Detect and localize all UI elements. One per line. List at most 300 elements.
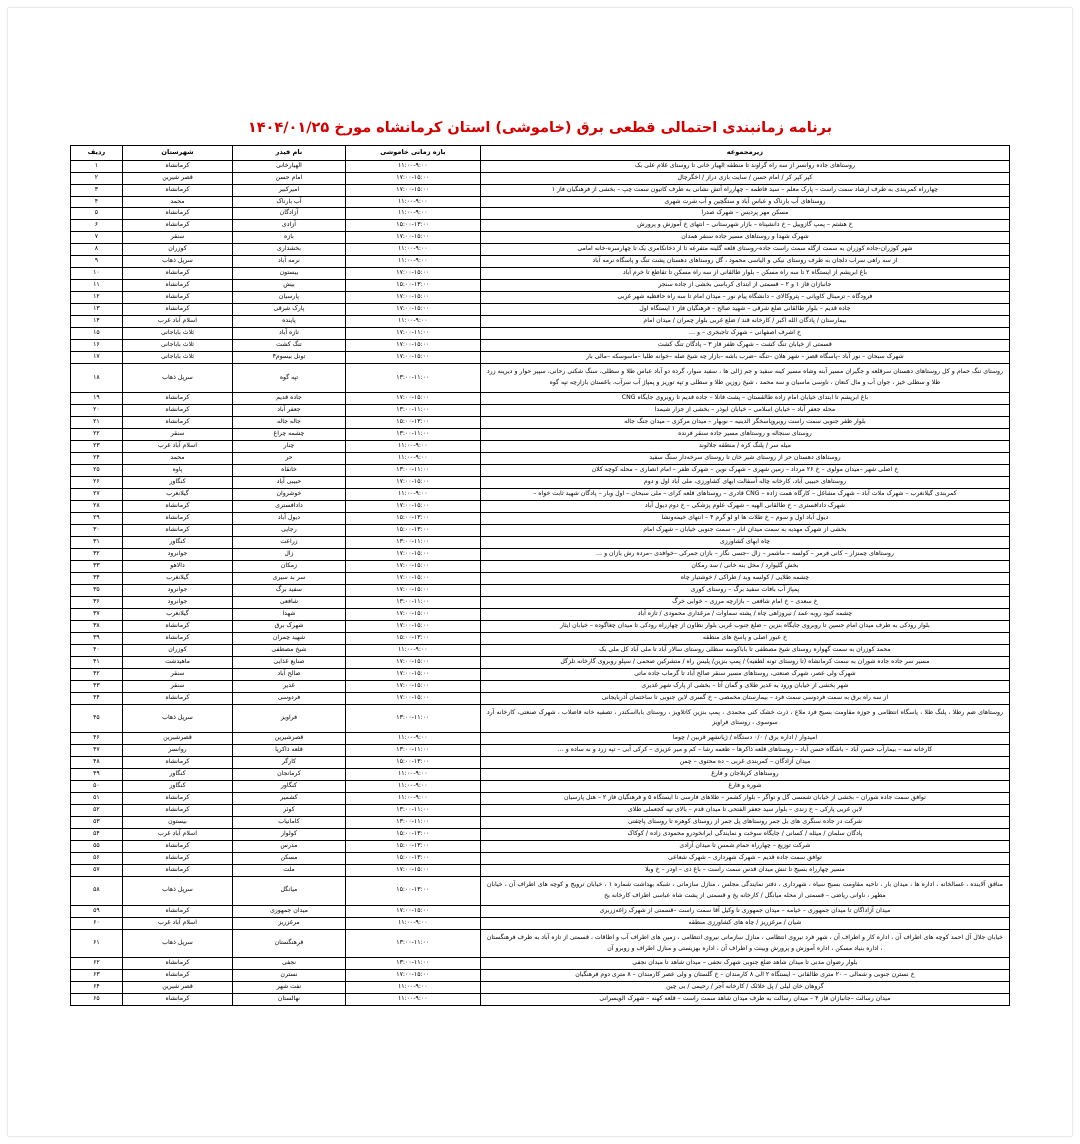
table-row	[71, 958, 1010, 970]
cell-feeder-name: جاده قدیم	[233, 392, 346, 404]
cell-zirmajmoe: بلوار رضوان مدنی تا میدان شاهد ضلع جنوبی شهرک نجفی – میدان شاهد تا میدان نجفی	[480, 958, 1009, 970]
cell-time-range: ۱۳:۰۰-۱۱:۰۰	[345, 745, 480, 757]
cell-time-range: ۱۱:۰۰-۹:۰۰	[345, 793, 480, 805]
cell-feeder-name: کشمیر	[233, 793, 346, 805]
column-header-zirmajmoe: زیرمجموعه	[480, 146, 1009, 161]
cell-time-range: ۱۱:۰۰-۹:۰۰	[345, 733, 480, 745]
cell-feeder-name: صالح آباد	[233, 668, 346, 680]
cell-county: کرمانشاه	[122, 220, 232, 232]
cell-zirmajmoe: روستاهای حبیبی آباد، کارخانه چاله آسفالت ابهای کشاورزی، ملی آباد اول و دوم	[480, 476, 1009, 488]
cell-county: سنقر	[122, 680, 232, 692]
cell-row-number: ۳۶	[71, 596, 123, 608]
cell-zirmajmoe: محله جعفر آباد – خیابان اسلامی – خیابان ابوذر – بخشی از جزار شیمدا	[480, 404, 1009, 416]
cell-county: اسلام آباد غرب	[122, 917, 232, 929]
cell-row-number: ۳۷	[71, 608, 123, 620]
cell-row-number: ۴۱	[71, 656, 123, 668]
document-sheet	[8, 8, 1072, 1136]
cell-row-number: ۴	[71, 196, 123, 208]
cell-county: کوزران	[122, 244, 232, 256]
cell-feeder-name: زال	[233, 548, 346, 560]
table-row	[71, 692, 1010, 704]
table-row	[71, 905, 1010, 917]
cell-zirmajmoe: مسیر چهارراه بسیج تا تنش میدان قدس سمت راست – باغ ذی – اودر – خ وبلا	[480, 865, 1009, 877]
cell-time-range: ۱۵:۰۰-۱۳:۰۰	[345, 416, 480, 428]
cell-county: کرمانشاه	[122, 805, 232, 817]
cell-county: کرمانشاه	[122, 620, 232, 632]
cell-county: کرمانشاه	[122, 268, 232, 280]
cell-feeder-name: جعفر آباد	[233, 404, 346, 416]
cell-feeder-name: چنار	[233, 440, 346, 452]
cell-time-range: ۱۱:۰۰-۹:۰۰	[345, 917, 480, 929]
cell-county: قصر شیرین	[122, 982, 232, 994]
cell-zirmajmoe: کمربندی گیلانغرب – شهرک ملات آباد – شهرک مشاغل – کارگاه همت زاده – CNG قادری – روستاهای قلعه کرای – ملی سبحان – اول وبار – پادگان شهید ثابت خواه –	[480, 488, 1009, 500]
cell-feeder-name: شهدا	[233, 608, 346, 620]
cell-zirmajmoe: شهرک دادافستری – خ طالقانی الهیه – شهرک علوم پزشکی – خ دوم دیول آباد	[480, 500, 1009, 512]
cell-time-range: ۱۷:۰۰-۱۱:۰۰	[345, 328, 480, 340]
cell-row-number: ۳۳	[71, 560, 123, 572]
cell-row-number: ۷	[71, 232, 123, 244]
cell-zirmajmoe: خ اشرف اصفهانی – شهرک تاجبخری – و …	[480, 328, 1009, 340]
cell-feeder-name: مرغزریز	[233, 917, 346, 929]
cell-county: پاوه	[122, 464, 232, 476]
cell-row-number: ۲۳	[71, 440, 123, 452]
cell-feeder-name: شهید چمران	[233, 632, 346, 644]
cell-row-number: ۵۹	[71, 905, 123, 917]
cell-feeder-name: ملت	[233, 865, 346, 877]
table-row	[71, 877, 1010, 906]
cell-time-range: ۱۵:۰۰-۱۳:۰۰	[345, 220, 480, 232]
cell-time-range: ۱۵:۰۰-۱۳:۰۰	[345, 757, 480, 769]
cell-zirmajmoe: خیابان جلال آل احمد کوچه های اطراف آن ، اداره کار و اطراف آن ، شهر فرد نیروی انتظامی ، منازل سازمانی نیروی انتظامی ، زمین های اطراف آب و اطاقات ، قسمتی از تازه آباد به طرف فرهنگستان ، اداره بنیاد مسکن ، اداره آموزش و پرورش وبینت و اطراف آن ، اداره بهزیستی و منازل اطراف و روبرو آن	[480, 929, 1009, 958]
cell-county: ثلاث باباجانی	[122, 328, 232, 340]
cell-zirmajmoe: شرکت در جاده سنگری های بل جمر روستاهای پل جمر از روستای کوهره تا روستای پاچفتی	[480, 817, 1009, 829]
cell-time-range: ۱۳:۰۰-۱۱:۰۰	[345, 364, 480, 393]
cell-county: کرمانشاه	[122, 757, 232, 769]
cell-time-range: ۱۷:۰۰-۱۵:۰۰	[345, 476, 480, 488]
table-row	[71, 572, 1010, 584]
cell-feeder-name: پارک شرقی	[233, 304, 346, 316]
cell-time-range: ۱۵:۰۰-۱۳:۰۰	[345, 632, 480, 644]
cell-feeder-name: کارگر	[233, 757, 346, 769]
cell-county: کنگاور	[122, 769, 232, 781]
table-row	[71, 704, 1010, 733]
cell-row-number: ۵۴	[71, 829, 123, 841]
table-row	[71, 853, 1010, 865]
cell-time-range: ۱۷:۰۰-۱۵:۰۰	[345, 560, 480, 572]
cell-feeder-name: قلعه ذاکریا	[233, 745, 346, 757]
table-row	[71, 416, 1010, 428]
cell-county: قصرشیرین	[122, 733, 232, 745]
cell-row-number: ۲۶	[71, 476, 123, 488]
cell-feeder-name: نرمه آباد	[233, 256, 346, 268]
cell-zirmajmoe: شهرک شهدا و روستاهای مسیر جاده سنقر همدان	[480, 232, 1009, 244]
table-row	[71, 524, 1010, 536]
cell-row-number: ۶۵	[71, 994, 123, 1006]
cell-county: کنگاور	[122, 536, 232, 548]
cell-time-range: ۱۷:۰۰-۱۵:۰۰	[345, 656, 480, 668]
table-row	[71, 733, 1010, 745]
table-row	[71, 536, 1010, 548]
cell-time-range: ۱۷:۰۰-۱۵:۰۰	[345, 340, 480, 352]
table-row	[71, 500, 1010, 512]
cell-feeder-name: پاینده	[233, 316, 346, 328]
table-row	[71, 304, 1010, 316]
cell-feeder-name: شهرک برق	[233, 620, 346, 632]
cell-county: بیستون	[122, 817, 232, 829]
cell-time-range: ۱۱:۰۰-۹:۰۰	[345, 256, 480, 268]
table-row	[71, 929, 1010, 958]
cell-zirmajmoe: روستاهای دهستان حر از روستای شیر خان تا روستای سرخه‌دار سنگ سفید	[480, 452, 1009, 464]
cell-feeder-name: فراویز	[233, 704, 346, 733]
cell-zirmajmoe: خ نسترن جنوبی و شمالی – ۲۰ متری طالقانی – ایستگاه ۲ الی ۸ کارمندان – خ گلستان و ولی عصر کارمندان – ۸ متری دوم فرهنگیان	[480, 970, 1009, 982]
cell-time-range: ۱۷:۰۰-۱۵:۰۰	[345, 905, 480, 917]
cell-county: ماهیدشت	[122, 656, 232, 668]
cell-feeder-name: آزادگان	[233, 208, 346, 220]
cell-county: سنقر	[122, 232, 232, 244]
cell-row-number: ۶۳	[71, 970, 123, 982]
table-row	[71, 316, 1010, 328]
cell-county: کرمانشاه	[122, 292, 232, 304]
cell-row-number: ۲۲	[71, 428, 123, 440]
table-row	[71, 464, 1010, 476]
cell-feeder-name: بازه	[233, 232, 346, 244]
table-body	[71, 160, 1010, 1006]
cell-zirmajmoe: شیان / مرغزریز / چاه های کشاورزی منطقه	[480, 917, 1009, 929]
cell-zirmajmoe: توافق سمت جاده شوران – بخشی از خیابان شمسی گل و تواگر – بلوار کشمر – طلاهای فارسی تا ایستگاه ۵ و فرهنگیان فاز ۲ – هتل پارسیان	[480, 793, 1009, 805]
table-row	[71, 680, 1010, 692]
cell-county: محمد	[122, 452, 232, 464]
cell-time-range: ۱۷:۰۰-۱۵:۰۰	[345, 184, 480, 196]
cell-county: کنگاور	[122, 781, 232, 793]
table-row	[71, 340, 1010, 352]
cell-county: کرمانشاه	[122, 416, 232, 428]
column-header-row-number: ردیف	[71, 146, 123, 161]
cell-zirmajmoe: شهر بخشی از خیابان ورود به غدیر طلای و گمان آتا – بخشی از پارک شهر غدیری	[480, 680, 1009, 692]
cell-county: سرپل ذهاب	[122, 877, 232, 906]
cell-zirmajmoe: کپر کپر کر / امام حسن / سایت بازی دراز / اخگرچال	[480, 172, 1009, 184]
cell-zirmajmoe: چاه ابهای کشاورزی	[480, 536, 1009, 548]
cell-time-range: ۱۷:۰۰-۱۵:۰۰	[345, 172, 480, 184]
table-row	[71, 292, 1010, 304]
cell-time-range: ۱۷:۰۰-۱۵:۰۰	[345, 548, 480, 560]
cell-feeder-name: غدیر	[233, 680, 346, 692]
cell-time-range: ۱۷:۰۰-۱۵:۰۰	[345, 352, 480, 364]
cell-row-number: ۱۵	[71, 328, 123, 340]
cell-feeder-name: فردوسی	[233, 692, 346, 704]
cell-feeder-name: پارسیان	[233, 292, 346, 304]
cell-time-range: ۱۱:۰۰-۹:۰۰	[345, 208, 480, 220]
cell-county: قصر شیرین	[122, 172, 232, 184]
cell-time-range: ۱۵:۰۰-۱۳:۰۰	[345, 524, 480, 536]
table-row	[71, 608, 1010, 620]
cell-zirmajmoe: فرودگاه – ترمینال کاویانی – پتروکالای – دانشگاه پیام نور – میدان امام تا سه راه حافظیه شهر غربی	[480, 292, 1009, 304]
cell-feeder-name: چشمه چراغ	[233, 428, 346, 440]
cell-row-number: ۹	[71, 256, 123, 268]
cell-zirmajmoe: روستاهای چمنزار – کانی فرمر – کولسه – ماشمر – زال –جسی نگار – بازان جمرکی –خوافدی –مرده رش بازان و …	[480, 548, 1009, 560]
cell-zirmajmoe: روستای سنجاله و روستاهای مسیر جاده سنقر فرنده	[480, 428, 1009, 440]
cell-time-range: ۱۳:۰۰-۱۱:۰۰	[345, 596, 480, 608]
table-row	[71, 917, 1010, 929]
cell-county: کرمانشاه	[122, 632, 232, 644]
cell-feeder-name: نفت شهر	[233, 982, 346, 994]
table-row	[71, 364, 1010, 393]
cell-county: سنقر	[122, 668, 232, 680]
table-row	[71, 548, 1010, 560]
cell-zirmajmoe: شوره و فارغ	[480, 781, 1009, 793]
cell-feeder-name: سفید برگ	[233, 584, 346, 596]
cell-time-range: ۱۵:۰۰-۱۳:۰۰	[345, 841, 480, 853]
cell-zirmajmoe: چشمه کبود روبه عمد / نیروزاهی چاه / پشته سماوات / مرغداری محمودی / تازه آباد	[480, 608, 1009, 620]
cell-feeder-name: کامانیاب	[233, 817, 346, 829]
table-row	[71, 232, 1010, 244]
cell-zirmajmoe: شرکت توزیع – چهارراه حمام شمس تا میدان آزادی	[480, 841, 1009, 853]
cell-feeder-name: شافعی	[233, 596, 346, 608]
cell-county: جوانرود	[122, 548, 232, 560]
cell-time-range: ۱۱:۰۰-۹:۰۰	[345, 994, 480, 1006]
cell-row-number: ۱۴	[71, 316, 123, 328]
cell-feeder-name: نسترن	[233, 970, 346, 982]
cell-feeder-name: کوئر	[233, 805, 346, 817]
cell-feeder-name: تازه آباد	[233, 328, 346, 340]
table-row	[71, 805, 1010, 817]
cell-zirmajmoe: میدان رسالت –جانبازان فاز ۴ – میدان رسالت به طرف میدان شاهد سمت راست – قلعه کهنه – شهرک الویسرانی	[480, 994, 1009, 1006]
cell-zirmajmoe: میدان آزاداگان تا میدان جمهوری – خیامه – میدان جمهوری تا وکیل آقا سمت راست –قسمتی از شهرک زاغه‌زربری	[480, 905, 1009, 917]
cell-feeder-name: حبیبی آباد	[233, 476, 346, 488]
table-row	[71, 865, 1010, 877]
cell-feeder-name: آب بارناک	[233, 196, 346, 208]
cell-time-range: ۱۷:۰۰-۱۵:۰۰	[345, 865, 480, 877]
cell-county: کرمانشاه	[122, 304, 232, 316]
cell-row-number: ۲۸	[71, 500, 123, 512]
cell-feeder-name: مدرس	[233, 841, 346, 853]
cell-county: کرمانشاه	[122, 500, 232, 512]
table-row	[71, 596, 1010, 608]
cell-zirmajmoe: پادگان سلمان / میثله / کسانی / جایگاه سوخت و نمایندگی ایرانخودرو محمودی زاده / کوکاک	[480, 829, 1009, 841]
cell-zirmajmoe: محمد کوزران به سمت گهواره روستای شیخ مصطفی تا باباکوسه سطلی روستای سالار آباد تا ملی آباد کل ملی بک	[480, 644, 1009, 656]
table-row	[71, 620, 1010, 632]
cell-time-range: ۱۷:۰۰-۱۵:۰۰	[345, 304, 480, 316]
cell-row-number: ۵	[71, 208, 123, 220]
cell-feeder-name: جاله جاله	[233, 416, 346, 428]
cell-zirmajmoe: روستاهای جاده روانسر از سه راه گراوند تا منطقه الهیار خانی تا روستای غلام علی بک	[480, 160, 1009, 172]
cell-county: کرمانشاه	[122, 208, 232, 220]
cell-county: کرمانشاه	[122, 280, 232, 292]
cell-county: کرمانشاه	[122, 865, 232, 877]
cell-row-number: ۶۴	[71, 982, 123, 994]
cell-county: کرمانشاه	[122, 392, 232, 404]
cell-county: سرپل ذهاب	[122, 256, 232, 268]
cell-time-range: ۱۷:۰۰-۱۵:۰۰	[345, 970, 480, 982]
cell-zirmajmoe: میدان آزادگان – کمربندی غربی – ده محتوی – چمن	[480, 757, 1009, 769]
cell-zirmajmoe: بیمارستان / پادگان الله اکبر / کارخانه قند / ضلع غربی بلوار چمران / میدان امام	[480, 316, 1009, 328]
cell-zirmajmoe: از سه راهی سراب دلجان به طرف روستای نیکی و الیاسی محمود ، گل روستاهای دهستان پشت تنگ و پاسگاه نرمه آباد	[480, 256, 1009, 268]
cell-time-range: ۱۳:۰۰-۱۱:۰۰	[345, 404, 480, 416]
cell-county: کرمانشاه	[122, 184, 232, 196]
cell-feeder-name: تنگ کشت	[233, 340, 346, 352]
cell-row-number: ۸	[71, 244, 123, 256]
cell-row-number: ۴۶	[71, 733, 123, 745]
cell-county: اسلام آباد غرب	[122, 440, 232, 452]
cell-feeder-name: بیش	[233, 280, 346, 292]
cell-time-range: ۱۱:۰۰-۹:۰۰	[345, 440, 480, 452]
cell-zirmajmoe: بخشی از شهرک مهدیه به سمت میدان انار – سمت جنوبی خیابان – شهرک امام	[480, 524, 1009, 536]
table-row	[71, 256, 1010, 268]
table-row	[71, 668, 1010, 680]
cell-feeder-name: کرمانجان	[233, 769, 346, 781]
cell-row-number: ۶۰	[71, 917, 123, 929]
table-row	[71, 982, 1010, 994]
cell-zirmajmoe: خ سعدی – خ امام شافعی – بازارچه مرزی – خوابی خرگ	[480, 596, 1009, 608]
cell-row-number: ۲۱	[71, 416, 123, 428]
cell-county: سنقر	[122, 428, 232, 440]
cell-county: سرپل ذهاب	[122, 929, 232, 958]
cell-zirmajmoe: شهرک سبحان – نور آباد –پاسگاه قصر – شهر هلان –تنگه –ضرب باشه –بازار چه شیخ صله –خوانه طلبا –ماسوسکه –مالی بار	[480, 352, 1009, 364]
cell-row-number: ۲۵	[71, 464, 123, 476]
cell-zirmajmoe: لاین غربی پارکی – خ زندی – بلوار سید جعفر الفتحی تا میدان قدم – بالای تپه کجعملی طلای	[480, 805, 1009, 817]
cell-county: کرمانشاه	[122, 905, 232, 917]
cell-row-number: ۱۲	[71, 292, 123, 304]
table-row	[71, 268, 1010, 280]
table-row	[71, 220, 1010, 232]
cell-time-range: ۱۳:۰۰-۱۱:۰۰	[345, 464, 480, 476]
table-row	[71, 512, 1010, 524]
cell-row-number: ۳	[71, 184, 123, 196]
cell-county: کنگاور	[122, 476, 232, 488]
cell-county: کرمانشاه	[122, 958, 232, 970]
cell-zirmajmoe: دیول آباد اول و سوم – خ طلات ها او لو گرم ۴ – انتهای خیمه‌ونشا	[480, 512, 1009, 524]
table-row	[71, 160, 1010, 172]
cell-county: گیلانغرب	[122, 572, 232, 584]
table-row	[71, 745, 1010, 757]
table-row	[71, 769, 1010, 781]
cell-row-number: ۴۹	[71, 769, 123, 781]
cell-time-range: ۱۱:۰۰-۹:۰۰	[345, 488, 480, 500]
cell-county: دالاهو	[122, 560, 232, 572]
table-row	[71, 560, 1010, 572]
cell-county: اسلام آباد غرب	[122, 829, 232, 841]
cell-feeder-name: کولوار	[233, 829, 346, 841]
cell-county: ثلاث باباجانی	[122, 340, 232, 352]
cell-row-number: ۳۴	[71, 572, 123, 584]
cell-feeder-name: دادافستری	[233, 500, 346, 512]
cell-county: کوزران	[122, 644, 232, 656]
cell-time-range: ۱۳:۰۰-۱۱:۰۰	[345, 805, 480, 817]
cell-row-number: ۳۵	[71, 584, 123, 596]
cell-time-range: ۱۱:۰۰-۹:۰۰	[345, 160, 480, 172]
column-header-time-range: بازه زمانی خاموشی	[345, 146, 480, 161]
table-row	[71, 476, 1010, 488]
cell-row-number: ۱	[71, 160, 123, 172]
table-header	[71, 146, 1010, 161]
cell-county: گیلانغرب	[122, 608, 232, 620]
cell-zirmajmoe: بلوار رودکی به طرف میدان امام حسین تا روبروی جایگاه بنزین – ضلع جنوب غربی بلوار نظاون از چهارراه رودکی تا میدان چغاگوده – خیابان ایثار	[480, 620, 1009, 632]
cell-feeder-name: تونل بیسوم۴	[233, 352, 346, 364]
cell-row-number: ۱۸	[71, 364, 123, 393]
cell-feeder-name: دیول آباد	[233, 512, 346, 524]
cell-feeder-name: الهیارخانی	[233, 160, 346, 172]
cell-zirmajmoe: پمپاژ آب بافات سفید برگ – روستای کوری	[480, 584, 1009, 596]
cell-time-range: ۱۳:۰۰-۱۱:۰۰	[345, 958, 480, 970]
cell-zirmajmoe: از سه راه برق به سمت فردوسی سمت فرد – بیمارستان مخمصی – خ گسری لاین جنوبی تا ساختمان آذربایجانی	[480, 692, 1009, 704]
cell-time-range: ۱۷:۰۰-۱۵:۰۰	[345, 500, 480, 512]
cell-feeder-name: امیرکبیر	[233, 184, 346, 196]
cell-feeder-name: حر	[233, 452, 346, 464]
table-row	[71, 440, 1010, 452]
cell-feeder-name: امام حسن	[233, 172, 346, 184]
cell-time-range: ۱۵:۰۰-۱۳:۰۰	[345, 877, 480, 906]
cell-row-number: ۵۳	[71, 817, 123, 829]
cell-row-number: ۱۰	[71, 268, 123, 280]
cell-feeder-name: تپه گوه	[233, 364, 346, 393]
table-header-row	[71, 146, 1010, 161]
cell-time-range: ۱۷:۰۰-۱۵:۰۰	[345, 232, 480, 244]
cell-row-number: ۳۱	[71, 536, 123, 548]
cell-zirmajmoe: امیدوار / اداره برق / ۰/۰ دستگاه / ژیانشهر قربین / چوما	[480, 733, 1009, 745]
cell-county: محمد	[122, 196, 232, 208]
cell-time-range: ۱۷:۰۰-۱۵:۰۰	[345, 668, 480, 680]
cell-row-number: ۱۳	[71, 304, 123, 316]
cell-zirmajmoe: کارخانه سه – بیمارآب حسن آباد – باشگاه حسن آباد – روستاهای قلعه ذاکرها – طعمه رشا – کم و میر عزیزی – کرکی آبی – تپه زرد و نه ساده و …	[480, 745, 1009, 757]
cell-county: جوانرود	[122, 584, 232, 596]
cell-time-range: ۱۱:۰۰-۹:۰۰	[345, 316, 480, 328]
cell-feeder-name: میدان جمهوری	[233, 905, 346, 917]
table-row	[71, 757, 1010, 769]
cell-row-number: ۴۳	[71, 680, 123, 692]
cell-county: کرمانشاه	[122, 793, 232, 805]
cell-county: کرمانشاه	[122, 160, 232, 172]
column-header-county: شهرستان	[122, 146, 232, 161]
cell-zirmajmoe: روستای تنگ حمام و کل روستاهای دهستان سرقلعه و جگیران مسیر آبنه وشاه مسیر کینه سفید و جم ژالی ها ، سفید سوار، گرده دو آباد عباس طلا و سطلی، سنگ شکنی رحانی، سپیر حوار و دیرینه زرد طلا و سطلی خیز ، جوان آب و مال کنعان ، ناوسی ماسیان و سه محمد ، شیخ روزین طلا و سطلی و تپه توریز و پمپاژ آب سرآب، باغستان بازارچه تپه گوه	[480, 364, 1009, 393]
cell-row-number: ۵۷	[71, 865, 123, 877]
cell-time-range: ۱۱:۰۰-۹:۰۰	[345, 769, 480, 781]
cell-time-range: ۱۷:۰۰-۱۵:۰۰	[345, 572, 480, 584]
table-row	[71, 656, 1010, 668]
table-row	[71, 244, 1010, 256]
cell-row-number: ۲۹	[71, 512, 123, 524]
cell-row-number: ۵۸	[71, 877, 123, 906]
cell-zirmajmoe: باغ ابریشم از ایستگاه ۲ تا سه راه مسکن – بلوار طالقانی از سه راه مسکن تا تقاطع تا خرم آباد	[480, 268, 1009, 280]
cell-county: ثلاث باباجانی	[122, 352, 232, 364]
cell-county: روانسر	[122, 745, 232, 757]
cell-zirmajmoe: خ اصلی شهر –میدان مولوی – خ ۲۶ مرداد – زمین شهری – شهرک نوین – شهرک ظفر – امام انصاری – محله کوچه کلان	[480, 464, 1009, 476]
cell-zirmajmoe: شهر کوزران-جاده کوزران به سمت ازگله سمت راست جاده-روستای قلعه گلینه متفرعه تا از دخانکامری یک تا چهارسره-خانه امامی	[480, 244, 1009, 256]
table-row	[71, 328, 1010, 340]
cell-row-number: ۳۸	[71, 620, 123, 632]
cell-row-number: ۲۰	[71, 404, 123, 416]
cell-county: کرمانشاه	[122, 970, 232, 982]
cell-feeder-name: بخشداری	[233, 244, 346, 256]
cell-row-number: ۴۲	[71, 668, 123, 680]
table-row	[71, 632, 1010, 644]
cell-county: کرمانشاه	[122, 853, 232, 865]
cell-row-number: ۳۹	[71, 632, 123, 644]
cell-county: کرمانشاه	[122, 404, 232, 416]
cell-zirmajmoe: بخش گلیوارد / محل بنه خانی / سد رمکان	[480, 560, 1009, 572]
cell-feeder-name: نجفی	[233, 958, 346, 970]
cell-time-range: ۱۱:۰۰-۹:۰۰	[345, 644, 480, 656]
table-row	[71, 644, 1010, 656]
table-row	[71, 172, 1010, 184]
cell-row-number: ۶	[71, 220, 123, 232]
cell-time-range: ۱۷:۰۰-۱۵:۰۰	[345, 584, 480, 596]
cell-row-number: ۱۷	[71, 352, 123, 364]
cell-zirmajmoe: چشمه طلایی / کولسه وبد / طراکی / خوشتیار چاه	[480, 572, 1009, 584]
table-row	[71, 970, 1010, 982]
cell-time-range: ۱۳:۰۰-۱۱:۰۰	[345, 704, 480, 733]
cell-row-number: ۲۷	[71, 488, 123, 500]
cell-row-number: ۴۷	[71, 745, 123, 757]
cell-feeder-name: قصرشیرین	[233, 733, 346, 745]
